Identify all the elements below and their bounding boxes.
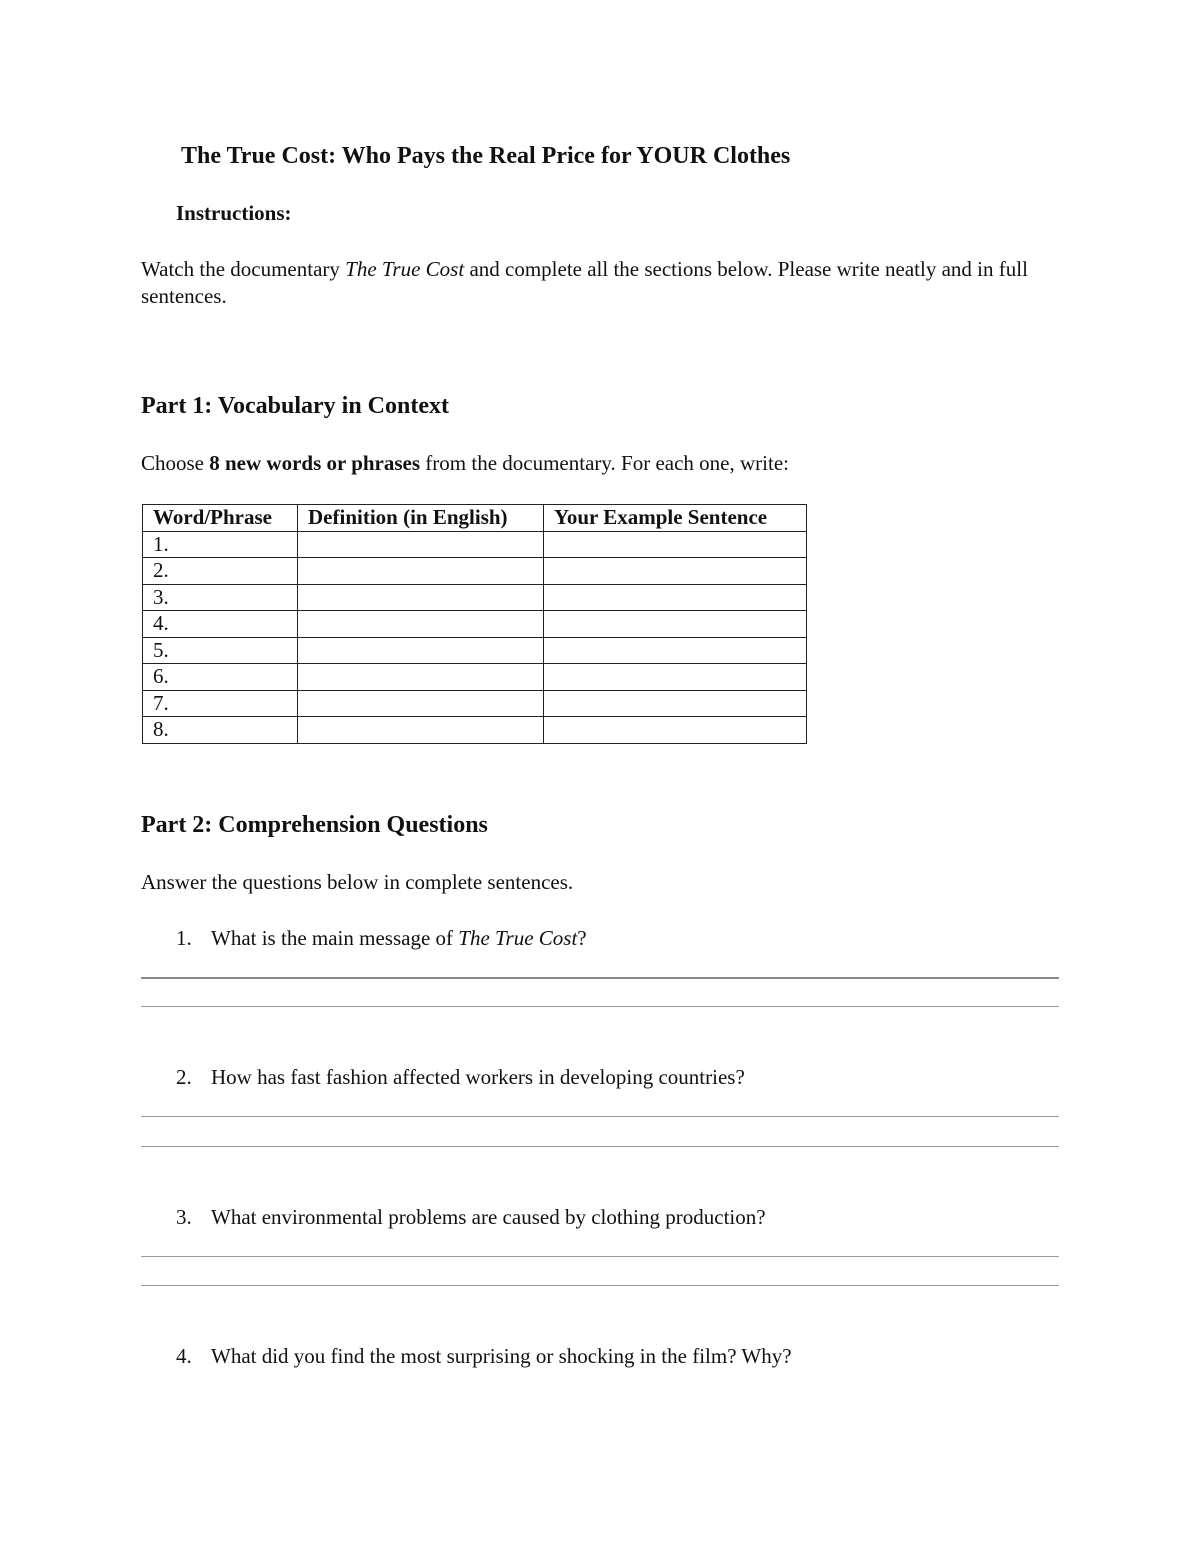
part1-prompt <box>141 451 789 476</box>
example-cell[interactable] <box>544 637 807 664</box>
definition-cell[interactable] <box>298 690 544 717</box>
definition-cell[interactable] <box>298 637 544 664</box>
table-row <box>143 584 807 611</box>
definition-cell[interactable] <box>298 717 544 744</box>
intro-film-title: The True Cost <box>345 257 465 281</box>
table-row <box>143 611 807 638</box>
definition-cell[interactable] <box>298 531 544 558</box>
example-cell[interactable] <box>544 664 807 691</box>
table-header-row <box>143 505 807 532</box>
question-text: What is the main message of <box>211 926 459 950</box>
row-number: 7. <box>143 690 298 717</box>
row-number: 6. <box>143 664 298 691</box>
row-number: 3. <box>143 584 298 611</box>
table-row <box>143 558 807 585</box>
question-1 <box>176 926 587 951</box>
definition-cell[interactable] <box>298 558 544 585</box>
row-number: 5. <box>143 637 298 664</box>
definition-cell[interactable] <box>298 664 544 691</box>
question-2 <box>176 1065 745 1090</box>
part1-prompt-bold: 8 new words or phrases <box>209 451 421 475</box>
question-number: 3. <box>176 1205 192 1229</box>
definition-cell[interactable] <box>298 611 544 638</box>
question-4 <box>176 1344 792 1369</box>
question-text: What did you find the most surprising or shocking in the film? Why? <box>211 1344 792 1368</box>
part2-heading: Part 2: Comprehension Questions <box>141 812 488 838</box>
answer-line[interactable] <box>141 1256 1059 1257</box>
example-cell[interactable] <box>544 717 807 744</box>
question-text: How has fast fashion affected workers in developing countries? <box>211 1065 745 1089</box>
header-example-sentence: Your Example Sentence <box>544 505 807 532</box>
answer-line[interactable] <box>141 1285 1059 1286</box>
question-number: 4. <box>176 1344 192 1368</box>
part1-prompt-after: from the documentary. For each one, write: <box>420 451 789 475</box>
part1-prompt-before: Choose <box>141 451 210 475</box>
intro-before: Watch the documentary <box>141 257 346 281</box>
answer-line[interactable] <box>141 1116 1059 1117</box>
header-definition: Definition (in English) <box>298 505 544 532</box>
instructions-label: Instructions: <box>176 201 292 225</box>
answer-line[interactable] <box>141 1006 1059 1007</box>
instructions-text <box>141 256 1061 310</box>
example-cell[interactable] <box>544 558 807 585</box>
question-italic: The True Cost <box>458 926 578 950</box>
table-row <box>143 664 807 691</box>
example-cell[interactable] <box>544 611 807 638</box>
page-title: The True Cost: Who Pays the Real Price for YOUR Clothes <box>181 143 791 169</box>
example-cell[interactable] <box>544 690 807 717</box>
question-text: What environmental problems are caused by clothing production? <box>211 1205 766 1229</box>
answer-line[interactable] <box>141 1146 1059 1147</box>
part2-prompt: Answer the questions below in complete sentences. <box>141 870 574 894</box>
table-row <box>143 531 807 558</box>
question-3 <box>176 1205 766 1230</box>
table-row <box>143 690 807 717</box>
definition-cell[interactable] <box>298 584 544 611</box>
row-number: 8. <box>143 717 298 744</box>
question-text-after: ? <box>577 926 587 950</box>
table-row <box>143 717 807 744</box>
question-number: 1. <box>176 926 192 950</box>
example-cell[interactable] <box>544 531 807 558</box>
vocabulary-table <box>142 504 807 744</box>
answer-line[interactable] <box>141 977 1059 979</box>
row-number: 1. <box>143 531 298 558</box>
table-row <box>143 637 807 664</box>
row-number: 4. <box>143 611 298 638</box>
example-cell[interactable] <box>544 584 807 611</box>
row-number: 2. <box>143 558 298 585</box>
intro-after: and complete all the sections below. Please write neatly and in full sentences. <box>141 257 1028 308</box>
header-word-phrase: Word/Phrase <box>143 505 298 532</box>
question-number: 2. <box>176 1065 192 1089</box>
part1-heading: Part 1: Vocabulary in Context <box>141 393 449 419</box>
